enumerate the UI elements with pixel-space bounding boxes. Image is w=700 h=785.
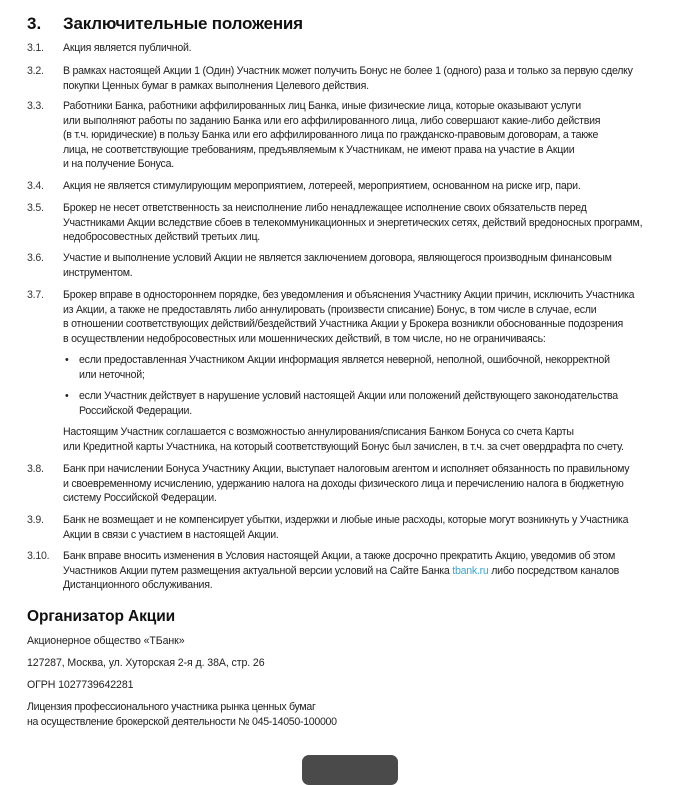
clause-text: или Кредитной карты Участника, на который соответствующий Бонус был зачислен, в т.ч. за счет овердрафта по счету. (63, 440, 624, 453)
clause-text: (в т.ч. юридические) в пользу Банка или его аффилированного лица по гражданско-правовым договорам, а также (63, 129, 599, 142)
organizer-company: Акционерное общество «ТБанк» (27, 635, 185, 647)
clause-text: Банк не возмещает и не компенсирует убытки, издержки и любые иные расходы, которые могут возникнуть у Участника (63, 514, 629, 526)
bullet-icon: • (65, 390, 69, 402)
clause-text: недобросовестных действий третьих лиц. (63, 231, 260, 244)
clause-text: инструментом. (63, 266, 133, 279)
clause-text: или выполняют работы по заданию Банка или его аффилированного лица, либо совершают какие-либо действия (63, 114, 601, 127)
clause-text: Акции в связи с участием в настоящей Акции. (63, 528, 279, 541)
clause-3-7-note (63, 425, 624, 454)
clause-text: Работники Банка, работники аффилированных лиц Банка, иные физические лица, которые оказывают услуги (63, 100, 581, 112)
bullet-text: или неточной; (79, 368, 145, 381)
clause-text: Участников Акции путем размещения актуальной версии условий на Сайте Банка (63, 564, 453, 577)
organizer-address: 127287, Москва, ул. Хуторская 2-я д. 38А, стр. 26 (27, 657, 265, 669)
clause-text: систему Российской Федерации. (63, 492, 217, 505)
clause-number: 3.6. (27, 252, 44, 264)
clause-number: 3.7. (27, 289, 44, 301)
clause-text: в отношении соответствующих действий/бездействий Участника Акции у Брокера возникли обоснованные подозрения (63, 318, 623, 331)
clause-number: 3.2. (27, 65, 44, 77)
organizer-license (27, 700, 337, 730)
clause-text: и на получение Бонуса. (63, 158, 174, 171)
clause-number: 3.8. (27, 463, 44, 475)
section-number: 3. (27, 14, 42, 33)
clause-text: Настоящим Участник соглашается с возможностью аннулирования/списания Банком Бонуса со счета Карты (63, 426, 574, 438)
tbank-link[interactable]: tbank.ru (452, 564, 489, 577)
clause-number: 3.4. (27, 180, 44, 192)
bullet-text: если предоставленная Участником Акции информация является неверной, неполной, ошибочной, некорректной (79, 354, 610, 366)
license-line: Лицензия профессионального участника рынка ценных бумаг (27, 701, 316, 713)
clause-text: Акция не является стимулирующим мероприятием, лотереей, мероприятием, основанном на риске игр, пари. (63, 180, 581, 192)
organizer-title: Организатор Акции (27, 608, 176, 625)
bullet-text: Российской Федерации. (79, 404, 192, 417)
clause-text: либо посредством каналов (488, 564, 619, 577)
clause-text: из Акции, а также не предоставлять либо аннулировать (произвести списание) Бонус, в том числе в случае, если (63, 303, 597, 316)
clause-number: 3.9. (27, 514, 44, 526)
clause-text: лица, не соответствующие требованиям, предъявляемым к Участникам, не имеют права на участие в Акции (63, 143, 575, 156)
clause-number: 3.3. (27, 100, 44, 112)
clause-text: В рамках настоящей Акции 1 (Один) Участник может получить Бонус не более 1 (одного) раза и только за первую сделку (63, 65, 633, 77)
clause-text: Брокер вправе в одностороннем порядке, без уведомления и объяснения Участнику Акции причин, исключить Участника (63, 289, 635, 301)
clause-number: 3.10. (27, 550, 50, 562)
clause-text: Акция является публичной. (63, 42, 192, 54)
clause-text: в осуществлении недобросовестных или мошеннических действий, в том числе, но не ограничиваясь: (63, 332, 546, 345)
clause-number: 3.1. (27, 42, 44, 54)
bullet-text: если Участник действует в нарушение условий настоящей Акции или положений действующего законодательства (79, 390, 618, 402)
organizer-ogrn: ОГРН 1027739642281 (27, 679, 134, 691)
clause-text: Банк вправе вносить изменения в Условия настоящей Акции, а также досрочно прекратить Акцию, уведомив об этом (63, 550, 616, 562)
clause-text: Банк при начислении Бонуса Участнику Акции, выступает налоговым агентом и исполняет обязанность по правильному (63, 463, 630, 475)
clause-text: Брокер не несет ответственность за неисполнение либо ненадлежащее исполнение своих обязательств перед (63, 202, 587, 214)
clause-text: и своевременному исчислению, удержанию налога на доходы физического лица и перечислению налога в бюджетную (63, 477, 624, 490)
bottom-action-button[interactable] (302, 755, 398, 785)
bullet-icon: • (65, 354, 69, 366)
clause-text: Дистанционного обслуживания. (63, 579, 213, 592)
license-line: на осуществление брокерской деятельности № 045-14050-100000 (27, 716, 337, 728)
clause-text: Участниками Акции вследствие сбоев в телекоммуникационных и энергетических сетях, действий вредоносных программ, (63, 216, 643, 229)
clause-text: Участие и выполнение условий Акции не является заключением договора, являющегося производным финансовым (63, 252, 612, 264)
clause-number: 3.5. (27, 202, 44, 214)
section-title: Заключительные положения (63, 14, 303, 33)
clause-text: покупки Ценных бумаг в рамках выполнения Целевого действия. (63, 79, 369, 92)
clause-text-with-link (63, 564, 700, 579)
